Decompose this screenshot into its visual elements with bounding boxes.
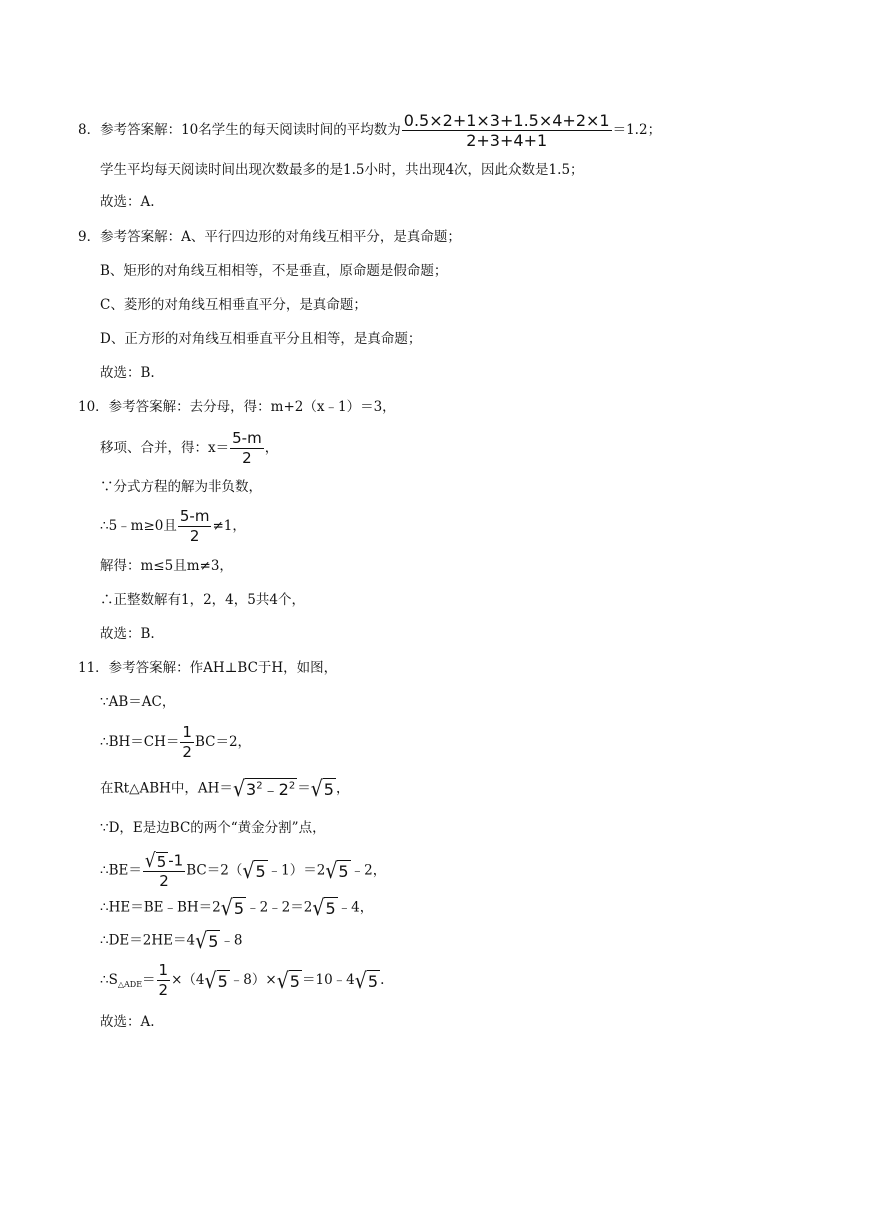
q11-line-2: ∵AB＝AC， xyxy=(100,694,176,710)
q11-line-8-text: ∴DE＝2HE＝4 xyxy=(100,932,196,949)
q11-golden-fraction xyxy=(143,849,185,890)
q11-line-3-end: BC＝2， xyxy=(194,734,252,750)
sqrt-symbol-icon: √ xyxy=(220,895,233,921)
equals-sign: ＝ xyxy=(142,972,156,988)
q8-line-3: 故选：A. xyxy=(100,194,155,210)
sqrt-symbol-icon: √ xyxy=(195,928,208,954)
q11-line-7-mid: ﹣2﹣2＝2 xyxy=(246,899,313,916)
radicand-5: 5 xyxy=(323,780,334,799)
q11-line-6-text: ∴BE＝ xyxy=(100,862,142,879)
q11-half-numerator: 1 xyxy=(182,723,192,741)
q11-line-7 xyxy=(100,897,373,919)
q11-line-7-text: ∴HE＝BE﹣BH＝2 xyxy=(100,899,221,916)
q11-line-1: 11．参考答案解：作AH⊥BC于H，如图， xyxy=(78,660,338,676)
q11-line-9-mid: ×（4 xyxy=(171,972,205,988)
q10-condition-fraction xyxy=(178,508,212,545)
q11-line-9-text: ∴S xyxy=(100,972,118,988)
q10-line-7: 故选：B. xyxy=(100,626,155,642)
q11-root5 xyxy=(195,930,220,952)
q11-root5 xyxy=(204,967,229,994)
q10-x-fraction xyxy=(230,430,264,467)
q11-root5 xyxy=(242,860,267,882)
q8-line-1-text: 8．参考答案解：10名学生的每天阅读时间的平均数为 xyxy=(78,122,401,138)
sqrt-symbol-icon: √ xyxy=(204,967,217,994)
q10-condition-numerator: 5-m xyxy=(179,507,210,525)
minus-sign: ﹣ xyxy=(262,780,279,799)
q11-line-3 xyxy=(100,724,251,761)
q11-line-7-end: ﹣4， xyxy=(337,899,374,916)
q10-line-6: ∴正整数解有1，2，4，5共4个， xyxy=(100,592,305,608)
q11-line-6-mid: BC＝2（ xyxy=(186,862,243,879)
q9-line-1: 9．参考答案解：A、平行四边形的对角线互相平分，是真命题； xyxy=(78,229,461,245)
q11-ah-radical xyxy=(233,778,297,800)
q8-line-2: 学生平均每天阅读时间出现次数最多的是1.5小时，共出现4次，因此众数是1.5； xyxy=(100,162,584,178)
q9-line-2: B、矩形的对角线互相相等，不是垂直，原命题是假命题； xyxy=(100,263,448,279)
q11-root5 xyxy=(311,778,336,800)
q8-line-1-result: ＝1.2； xyxy=(612,122,662,138)
q11-line-5: ∵D，E是边BC的两个“黄金分割”点， xyxy=(100,820,326,836)
q8-line-1 xyxy=(78,112,661,149)
q9-line-3: C、菱形的对角线互相垂直平分，是真命题； xyxy=(100,297,367,313)
q11-line-6-mid2: ﹣1）＝2 xyxy=(267,862,326,879)
q11-half-fraction xyxy=(180,724,194,761)
radicand-5: 5 xyxy=(367,971,379,991)
q10-line-3: ∵分式方程的解为非负数， xyxy=(100,479,262,495)
q10-line-4 xyxy=(100,508,246,545)
q11-area-fraction xyxy=(157,962,171,999)
q11-line-4-text: 在Rt△ABH中，AH＝ xyxy=(100,780,233,797)
radicand-3: 3 xyxy=(246,780,257,799)
q11-golden-denominator: 2 xyxy=(159,872,169,890)
radicand-5: 5 xyxy=(325,899,336,918)
radicand-5: 5 xyxy=(338,862,349,881)
q11-line-4 xyxy=(100,778,349,800)
q10-line-1: 10．参考答案解：去分母，得：m+2（x﹣1）＝3， xyxy=(78,399,396,415)
q11-area-denominator: 2 xyxy=(158,981,169,999)
equals-sign: ＝ xyxy=(297,780,311,797)
sqrt-symbol-icon: √ xyxy=(310,776,323,802)
q10-line-4-end: ≠1， xyxy=(212,518,246,534)
q11-area-numerator: 1 xyxy=(158,961,169,979)
q10-line-2 xyxy=(100,430,278,467)
radicand-5: 5 xyxy=(289,971,300,991)
q10-line-5: 解得：m≤5且m≠3， xyxy=(100,558,233,574)
radicand-2: 2 xyxy=(278,780,289,799)
radicand-5: 5 xyxy=(233,899,245,918)
q8-mean-numerator: 0.5×2+1×3+1.5×4+2×1 xyxy=(403,111,610,130)
sqrt-symbol-icon: √ xyxy=(242,858,255,884)
q11-root5 xyxy=(354,967,380,994)
sqrt-symbol-icon: √ xyxy=(325,858,338,884)
q10-x-denominator: 2 xyxy=(242,449,252,467)
q11-line-6-end: ﹣2， xyxy=(350,862,387,879)
radicand-5: 5 xyxy=(255,862,266,881)
q10-condition-denominator: 2 xyxy=(189,527,200,545)
sqrt-symbol-icon: √ xyxy=(144,849,156,873)
q11-half-denominator: 2 xyxy=(182,743,192,761)
radicand-5: 5 xyxy=(156,853,167,871)
q11-golden-numerator xyxy=(143,849,185,873)
exponent-2b: 2 xyxy=(288,780,296,792)
q11-line-8-end: ﹣8 xyxy=(220,932,243,949)
sqrt-symbol-icon: √ xyxy=(276,967,289,994)
q10-line-2-end: ， xyxy=(264,440,279,456)
q10-line-4-text: ∴5﹣m≥0且 xyxy=(100,518,177,534)
q11-line-9-mid3: ＝10﹣4 xyxy=(301,972,355,988)
q9-line-5: 故选：B. xyxy=(100,365,155,381)
q11-line-3-text: ∴BH＝CH＝ xyxy=(100,734,180,750)
q11-line-9 xyxy=(100,962,384,999)
q11-line-9-mid2: ﹣8）× xyxy=(229,972,277,988)
q11-line-6 xyxy=(100,849,387,890)
radicand-5: 5 xyxy=(208,932,219,951)
q11-line-9-end: . xyxy=(380,972,385,988)
q10-line-2-text: 移项、合并，得：x＝ xyxy=(100,440,230,456)
q11-root5 xyxy=(221,897,246,919)
q11-line-8 xyxy=(100,930,242,952)
area-subscript: △ADE xyxy=(117,980,143,989)
q8-mean-fraction xyxy=(402,112,612,149)
sqrt-symbol-icon: √ xyxy=(312,895,325,921)
exponent-2: 2 xyxy=(256,780,263,792)
q11-root5 xyxy=(276,967,302,994)
q11-root5 xyxy=(312,897,337,919)
q9-line-4: D、正方形的对角线互相垂直平分且相等，是真命题； xyxy=(100,331,422,347)
sqrt-symbol-icon: √ xyxy=(354,967,367,994)
minus-one: -1 xyxy=(168,851,184,870)
sqrt-symbol-icon: √ xyxy=(232,776,246,802)
radicand-5: 5 xyxy=(217,971,228,991)
q11-line-10: 故选：A. xyxy=(100,1014,155,1030)
q11-line-4-end: ， xyxy=(335,780,350,797)
q10-x-numerator: 5-m xyxy=(232,429,262,447)
q8-mean-denominator: 2+3+4+1 xyxy=(466,131,548,150)
q11-root5 xyxy=(325,860,350,882)
